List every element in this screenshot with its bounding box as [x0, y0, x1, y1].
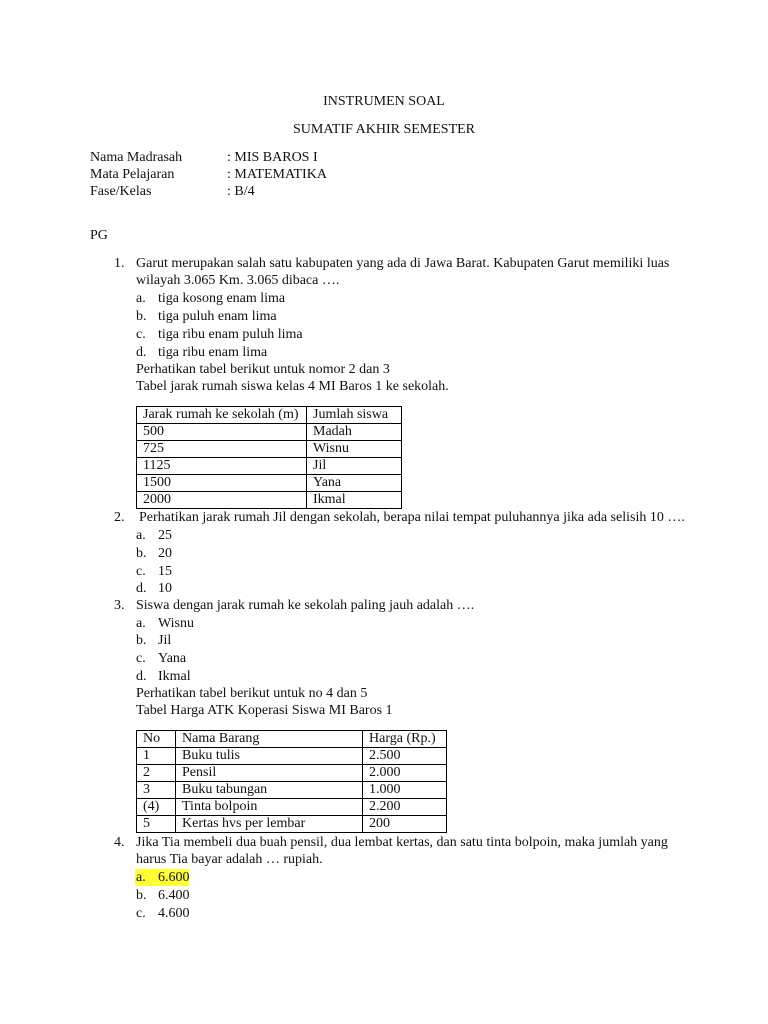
table-cell: Ikmal — [307, 492, 402, 509]
table-row — [137, 799, 447, 816]
question-4-text-cont: harus Tia bayar adalah … rupiah. — [136, 852, 323, 867]
table-header-cell: Harga (Rp.) — [363, 731, 447, 748]
table-cell: Yana — [307, 475, 402, 492]
table-cell: Buku tulis — [176, 748, 363, 765]
question-3-text: Siswa dengan jarak rumah ke sekolah paling jauh adalah …. — [136, 598, 475, 613]
option-letter: d. — [136, 581, 147, 596]
question-number: 3. — [114, 598, 125, 613]
option-letter: a. — [136, 528, 146, 543]
option-letter: b. — [136, 888, 147, 903]
option-text: tiga kosong enam lima — [158, 291, 286, 306]
table-header-row — [137, 407, 402, 424]
table-cell: Tinta bolpoin — [176, 799, 363, 816]
identity-label-mapel: Mata Pelajaran — [90, 167, 175, 182]
table-caption: Tabel Harga ATK Koperasi Siswa MI Baros 1 — [136, 703, 393, 718]
table-row — [137, 816, 447, 833]
identity-value-kelas: : B/4 — [227, 184, 255, 199]
question-number: 2. — [114, 510, 125, 525]
option-text: Ikmal — [158, 669, 191, 684]
table-cell: 1 — [137, 748, 176, 765]
option-text: 4.600 — [158, 906, 190, 921]
document-subtitle: SUMATIF AKHIR SEMESTER — [292, 122, 476, 137]
table-header-cell: Nama Barang — [176, 731, 363, 748]
option-letter: d. — [136, 669, 147, 684]
option-letter: c. — [136, 564, 146, 579]
option-text: Jil — [158, 633, 172, 648]
option-letter: a. — [136, 870, 146, 885]
table-caption: Tabel jarak rumah siswa kelas 4 MI Baros 1 ke sekolah. — [136, 379, 449, 394]
option-text: 6.600 — [158, 870, 190, 885]
table-cell: (4) — [137, 799, 176, 816]
table-cell: Madah — [307, 424, 402, 441]
option-letter: b. — [136, 309, 147, 324]
question-number: 4. — [114, 835, 125, 850]
option-letter: c. — [136, 906, 146, 921]
table-cell: 2.000 — [363, 765, 447, 782]
table-instruction: Perhatikan tabel berikut untuk nomor 2 dan 3 — [136, 362, 390, 377]
option-text: tiga puluh enam lima — [158, 309, 277, 324]
table-cell: 725 — [137, 441, 307, 458]
option-text: 25 — [158, 528, 172, 543]
table-row — [137, 458, 402, 475]
option-letter: c. — [136, 651, 146, 666]
table-row — [137, 441, 402, 458]
question-1-text: Garut merupakan salah satu kabupaten yang ada di Jawa Barat. Kabupaten Garut memiliki luas — [136, 256, 670, 271]
identity-value-madrasah: : MIS BAROS I — [227, 150, 318, 165]
table-row — [137, 424, 402, 441]
option-text: tiga ribu enam puluh lima — [158, 327, 303, 342]
table-row — [137, 748, 447, 765]
table-row — [137, 492, 402, 509]
question-4-text: Jika Tia membeli dua buah pensil, dua lembat kertas, dan satu tinta bolpoin, maka jumlah yang — [136, 835, 668, 850]
table-header-cell: No — [137, 731, 176, 748]
question-1-text-cont: wilayah 3.065 Km. 3.065 dibaca …. — [136, 273, 340, 288]
table-cell: Buku tabungan — [176, 782, 363, 799]
distance-table — [136, 406, 402, 509]
option-text: Yana — [158, 651, 187, 666]
identity-label-kelas: Fase/Kelas — [90, 184, 152, 199]
table-row — [137, 765, 447, 782]
table-cell: Jil — [307, 458, 402, 475]
table-header-cell: Jumlah siswa — [307, 407, 402, 424]
option-letter: c. — [136, 327, 146, 342]
table-cell: 1500 — [137, 475, 307, 492]
question-2-text: Perhatikan jarak rumah Jil dengan sekolah, berapa nilai tempat puluhannya jika ada selisih 10 …. — [139, 510, 685, 525]
document-title: INSTRUMEN SOAL — [323, 94, 445, 109]
table-cell: 2000 — [137, 492, 307, 509]
identity-value-mapel: : MATEMATIKA — [227, 167, 327, 182]
table-cell: 1.000 — [363, 782, 447, 799]
table-cell: 2 — [137, 765, 176, 782]
table-cell: Wisnu — [307, 441, 402, 458]
table-cell: 5 — [137, 816, 176, 833]
option-letter: b. — [136, 546, 147, 561]
identity-label-madrasah: Nama Madrasah — [90, 150, 183, 165]
option-text: 6.400 — [158, 888, 190, 903]
option-text: 15 — [158, 564, 172, 579]
option-text: 20 — [158, 546, 172, 561]
question-number: 1. — [114, 256, 125, 271]
table-cell: 1125 — [137, 458, 307, 475]
section-label: PG — [90, 228, 108, 243]
table-header-row — [137, 731, 447, 748]
table-row — [137, 782, 447, 799]
table-cell: 2.500 — [363, 748, 447, 765]
table-cell: Kertas hvs per lembar — [176, 816, 363, 833]
table-cell: Pensil — [176, 765, 363, 782]
option-text: 10 — [158, 581, 172, 596]
option-letter: a. — [136, 616, 146, 631]
option-letter: d. — [136, 345, 147, 360]
table-instruction: Perhatikan tabel berikut untuk no 4 dan 5 — [136, 686, 368, 701]
table-cell: 3 — [137, 782, 176, 799]
table-cell: 500 — [137, 424, 307, 441]
table-cell: 2.200 — [363, 799, 447, 816]
table-row — [137, 475, 402, 492]
table-header-cell: Jarak rumah ke sekolah (m) — [137, 407, 307, 424]
option-text: tiga ribu enam lima — [158, 345, 268, 360]
option-letter: b. — [136, 633, 147, 648]
price-table — [136, 730, 447, 833]
option-text: Wisnu — [158, 616, 194, 631]
table-cell: 200 — [363, 816, 447, 833]
option-letter: a. — [136, 291, 146, 306]
